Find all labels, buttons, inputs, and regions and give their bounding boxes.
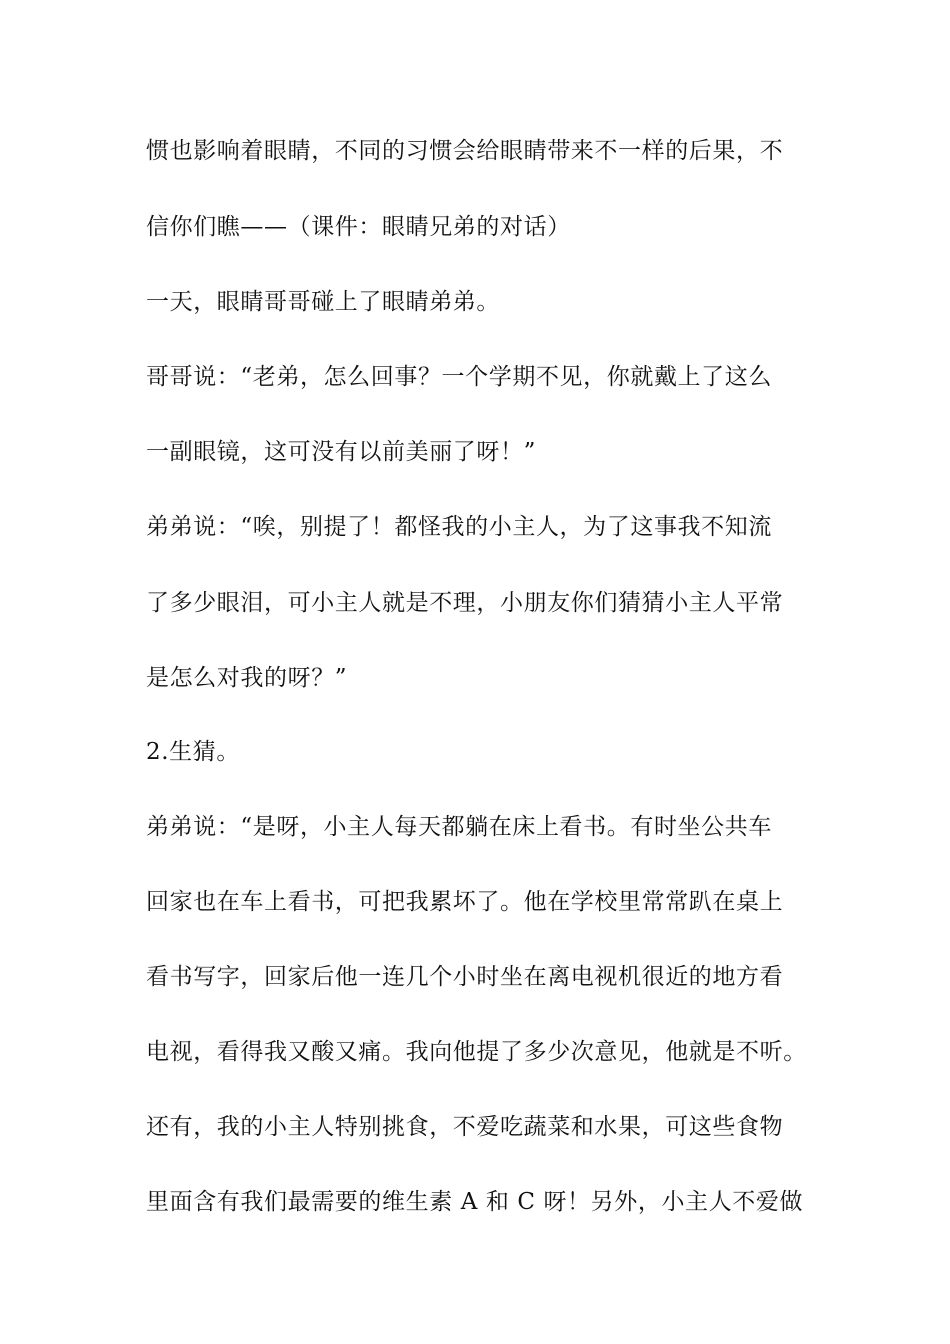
text-line: 还有，我的小主人特别挑食，不爱吃蔬菜和水果，可这些食物 [146,1114,784,1140]
text-line: 信你们瞧——（课件：眼睛兄弟的对话） [146,214,571,240]
text-line: 一天，眼睛哥哥碰上了眼睛弟弟。 [146,289,500,315]
text-line: 弟弟说：“是呀，小主人每天都躺在床上看书。有时坐公共车 [146,814,772,840]
text-line: 回家也在车上看书，可把我累坏了。他在学校里常常趴在桌上 [146,889,784,915]
text-line: 看书写字，回家后他一连几个小时坐在离电视机很近的地方看 [146,964,784,990]
text-line: 里面含有我们最需要的维生素 A 和 C 呀！另外，小主人不爱做 [146,1189,804,1215]
text-line: 了多少眼泪，可小主人就是不理，小朋友你们猜猜小主人平常 [146,590,784,616]
text-line: 惯也影响着眼睛，不同的习惯会给眼睛带来不一样的后果，不 [146,138,784,164]
text-line: 弟弟说：“唉，别提了！都怪我的小主人，为了这事我不知流 [146,514,772,540]
text-line: 一副眼镜，这可没有以前美丽了呀！” [146,439,536,465]
text-line: 电视，看得我又酸又痛。我向他提了多少次意见，他就是不听。 [146,1039,807,1065]
text-line: 哥哥说：“老弟，怎么回事？一个学期不见，你就戴上了这么 [146,364,772,390]
text-line: 是怎么对我的呀？” [146,665,348,691]
text-line: 2.生猜。 [146,739,240,765]
